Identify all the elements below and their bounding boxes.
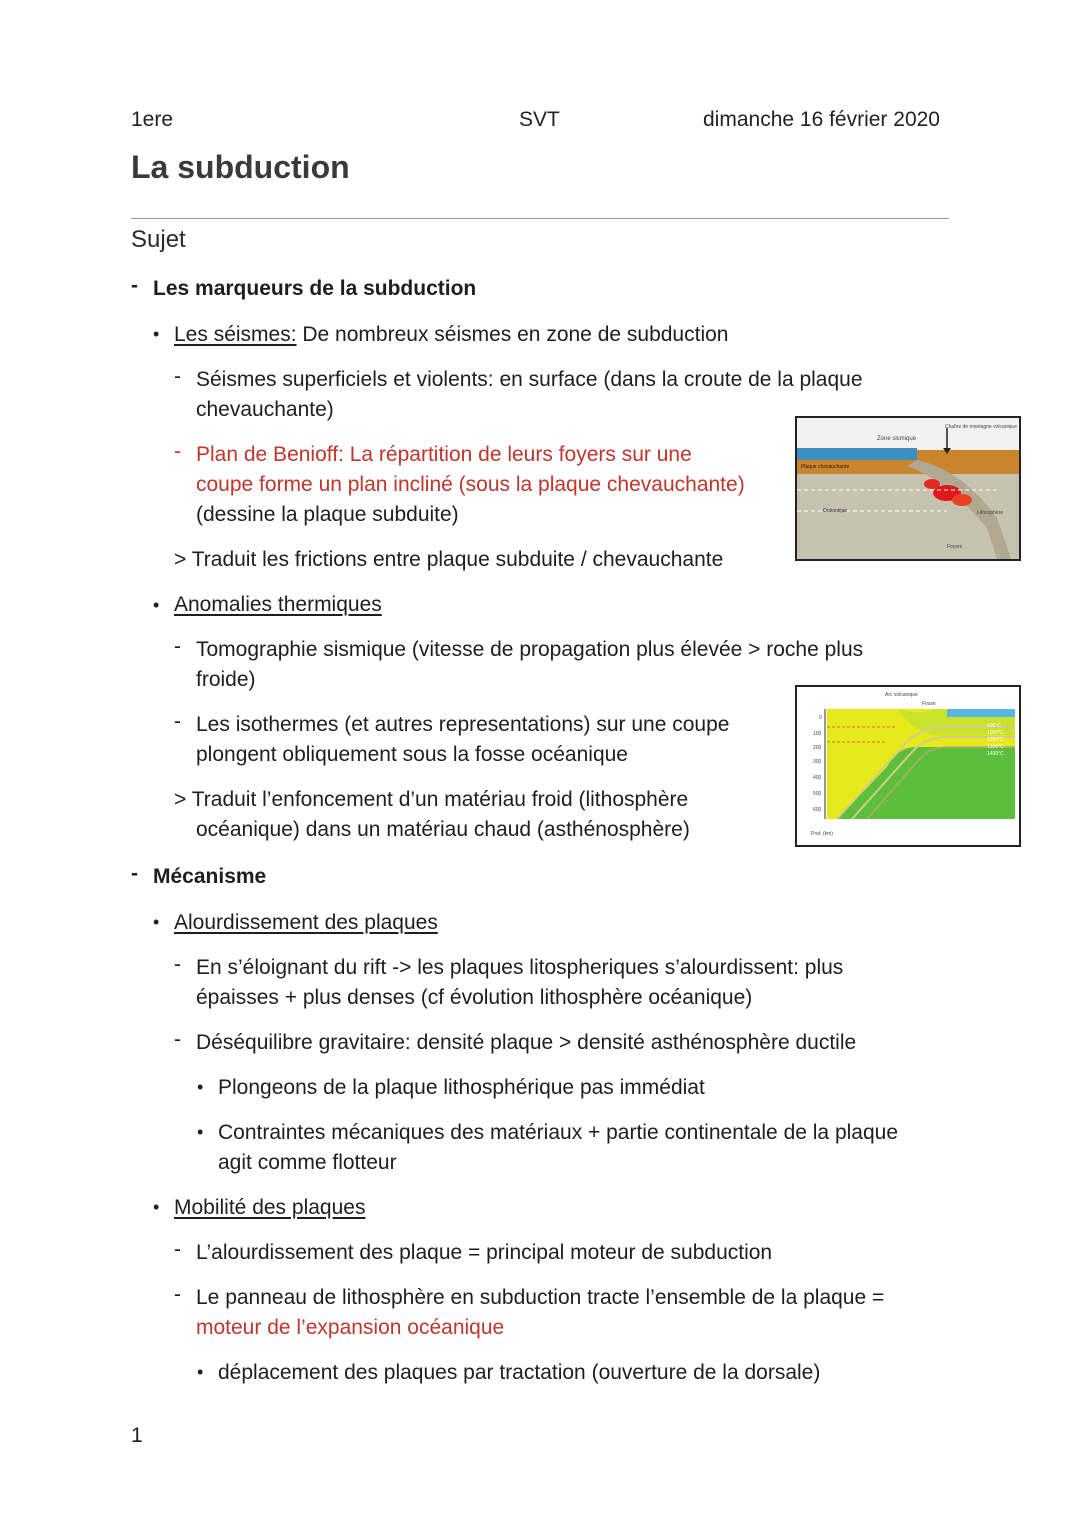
benioff-diagram [797, 418, 1019, 559]
mobilite-sub1: déplacement des plaques par tractation (ouverture de la dorsale) [218, 1361, 821, 1384]
anomalies-item2-l2: plongent obliquement sous la fosse océanique [196, 743, 628, 766]
dash-icon: - [174, 1028, 181, 1051]
bullet-icon: • [153, 912, 160, 932]
mobilite-item1: L’alourdissement des plaque = principal moteur de subduction [196, 1241, 773, 1264]
fig1-label: Chaîne de montagne volcanique [945, 424, 1017, 430]
alourdissement-label: Alourdissement des plaques [174, 911, 438, 934]
seismes-item1-l2: chevauchante) [196, 398, 334, 421]
page-number: 1 [131, 1424, 143, 1447]
seismes-item1-l1: Séismes superficiels et violents: en surface (dans la croute de la plaque [196, 368, 863, 391]
bullet-icon: • [153, 324, 160, 344]
anomalies-item1-l2: froide) [196, 668, 256, 691]
section-label: Sujet [131, 226, 186, 253]
mobilite-label: Mobilité des plaques [174, 1196, 366, 1219]
part1-heading: Les marqueurs de la subduction [153, 277, 477, 300]
bullet-icon: • [197, 1077, 204, 1097]
dash-icon: - [174, 1283, 181, 1306]
fig1-label: Plaque chevauchante [801, 464, 850, 470]
fig2-label: Arc volcanique [885, 692, 918, 698]
fig2-depth: 400 [813, 775, 822, 781]
part2-heading: Mécanisme [153, 865, 267, 888]
fig2-depth: 0 [819, 715, 822, 721]
alourdissement-item2: Déséquilibre gravitaire: densité plaque > densité asthénosphère ductile [196, 1031, 857, 1054]
mobilite-item2-l1: Le panneau de lithosphère en subduction tracte l’ensemble de la plaque = [196, 1286, 885, 1309]
isotherms-diagram [797, 687, 1019, 845]
part1-dash: - [131, 274, 138, 297]
dash-icon: - [174, 953, 181, 976]
isotherms-figure [795, 685, 1021, 847]
bullet-icon: • [197, 1122, 204, 1142]
bullet-icon: • [197, 1362, 204, 1382]
fig2-depth: 500 [813, 791, 822, 797]
dash-icon: - [174, 365, 181, 388]
fig1-label: Lithosphère [977, 510, 1004, 516]
dash-icon: - [174, 635, 181, 658]
benioff-l1: Plan de Benioff: La répartition de leurs foyers sur une [196, 443, 692, 466]
header-date: dimanche 16 février 2020 [703, 108, 940, 131]
fig2-label: Fosse [922, 701, 936, 707]
seismes-line [174, 320, 728, 350]
seismes-text: De nombreux séismes en zone de subduction [296, 323, 729, 346]
header-level: 1ere [131, 108, 174, 131]
anomalies-conclusion-l2: océanique) dans un matériau chaud (asthénosphère) [196, 818, 690, 841]
seismes-conclusion: > Traduit les frictions entre plaque subduite / chevauchante [174, 548, 724, 571]
seismes-label: Les séismes: [174, 323, 297, 346]
mobilite-item2-l2: moteur de l’expansion océanique [196, 1316, 505, 1339]
alourdissement-sub2-l2: agit comme flotteur [218, 1151, 397, 1174]
dash-icon: - [174, 440, 181, 463]
anomalies-label: Anomalies thermiques [174, 593, 382, 616]
fig2-label: 1300°C [987, 744, 1004, 750]
fig2-depth: 100 [813, 731, 822, 737]
benioff-figure [795, 416, 1021, 561]
bullet-icon: • [153, 595, 160, 615]
header-subject: SVT [519, 108, 560, 131]
alourdissement-item1-l1: En s’éloignant du rift -> les plaques litospheriques s’alourdissent: plus [196, 956, 844, 979]
fig2-depth: 300 [813, 759, 822, 765]
fig1-label: Foyers [947, 544, 963, 550]
benioff-l2: coupe forme un plan incliné (sous la plaque chevauchante) [196, 473, 745, 496]
fig2-depth: 200 [813, 745, 822, 751]
part2-dash: - [131, 862, 138, 885]
anomalies-item2-l1: Les isothermes (et autres representations) sur une coupe [196, 713, 730, 736]
dash-icon: - [174, 1238, 181, 1261]
fig1-label: Océanique [823, 508, 848, 514]
fig2-label: 600°C [987, 723, 1001, 729]
fig2-label: 1000°C [987, 730, 1004, 736]
anomalies-item1-l1: Tomographie sismique (vitesse de propagation plus élevée > roche plus [196, 638, 864, 661]
alourdissement-sub1: Plongeons de la plaque lithosphérique pas immédiat [218, 1076, 705, 1099]
fig2-label: Prof. (km) [811, 831, 833, 837]
bullet-icon: • [153, 1197, 160, 1217]
fig2-label: 1200°C [987, 737, 1004, 743]
alourdissement-item1-l2: épaisses + plus denses (cf évolution lithosphère océanique) [196, 986, 753, 1009]
title-divider [131, 218, 949, 219]
benioff-l3: (dessine la plaque subduite) [196, 503, 459, 526]
anomalies-conclusion-l1: > Traduit l’enfoncement d’un matériau froid (lithosphère [174, 788, 689, 811]
fig2-label: 1400°C [987, 751, 1004, 757]
dash-icon: - [174, 710, 181, 733]
page-title: La subduction [131, 149, 350, 185]
fig2-depth: 600 [813, 807, 822, 813]
alourdissement-sub2-l1: Contraintes mécaniques des matériaux + partie continentale de la plaque [218, 1121, 899, 1144]
fig1-label: Zone sismique [877, 436, 917, 442]
